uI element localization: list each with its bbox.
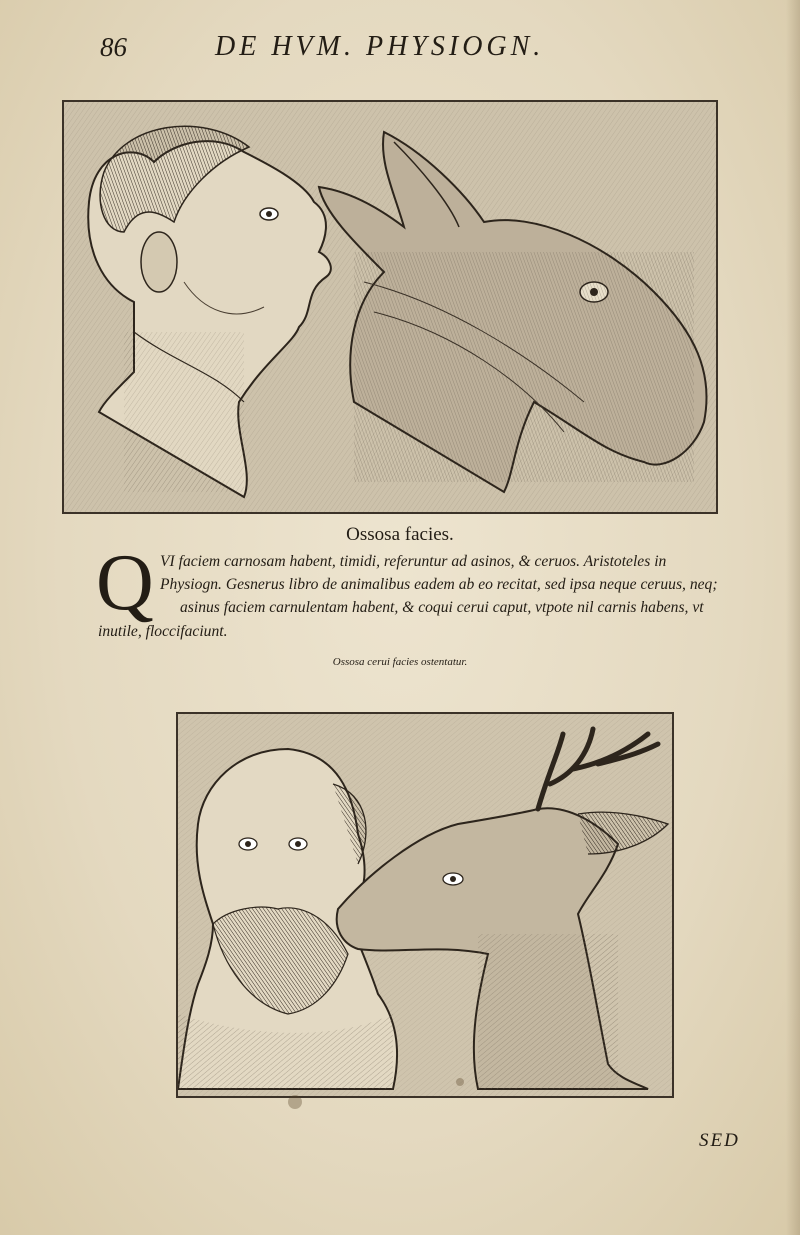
ink-stain xyxy=(456,1078,464,1086)
engraving-man-donkey xyxy=(62,100,718,514)
text-line: inutile, floccifaciunt. xyxy=(98,623,228,640)
page-edge-shadow xyxy=(786,0,800,1235)
text-line: VI faciem carnosam habent, timidi, referuntur ad asinos, & ceruos. Aristoteles in xyxy=(160,553,667,570)
drop-cap: Q xyxy=(96,539,154,627)
running-head xyxy=(0,28,800,68)
running-title: DE HVM. PHYSIOGN. xyxy=(215,31,545,62)
plate-caption: Ossosa facies. xyxy=(346,524,454,545)
engraving-man-deer xyxy=(176,712,674,1098)
catchword: SED xyxy=(699,1130,740,1151)
ink-stain xyxy=(288,1095,302,1109)
plate-subcaption: Ossosa cerui facies ostentatur. xyxy=(332,656,468,668)
text-line: Physiogn. Gesnerus libro de animalibus eadem ab eo recitat, sed ipsa neque ceruus, neq; xyxy=(160,576,718,593)
text-line: asinus faciem carnulentam habent, & coqui cerui caput, vtpote nil carnis habens, vt xyxy=(180,599,704,616)
page-number: 86 xyxy=(100,32,127,62)
